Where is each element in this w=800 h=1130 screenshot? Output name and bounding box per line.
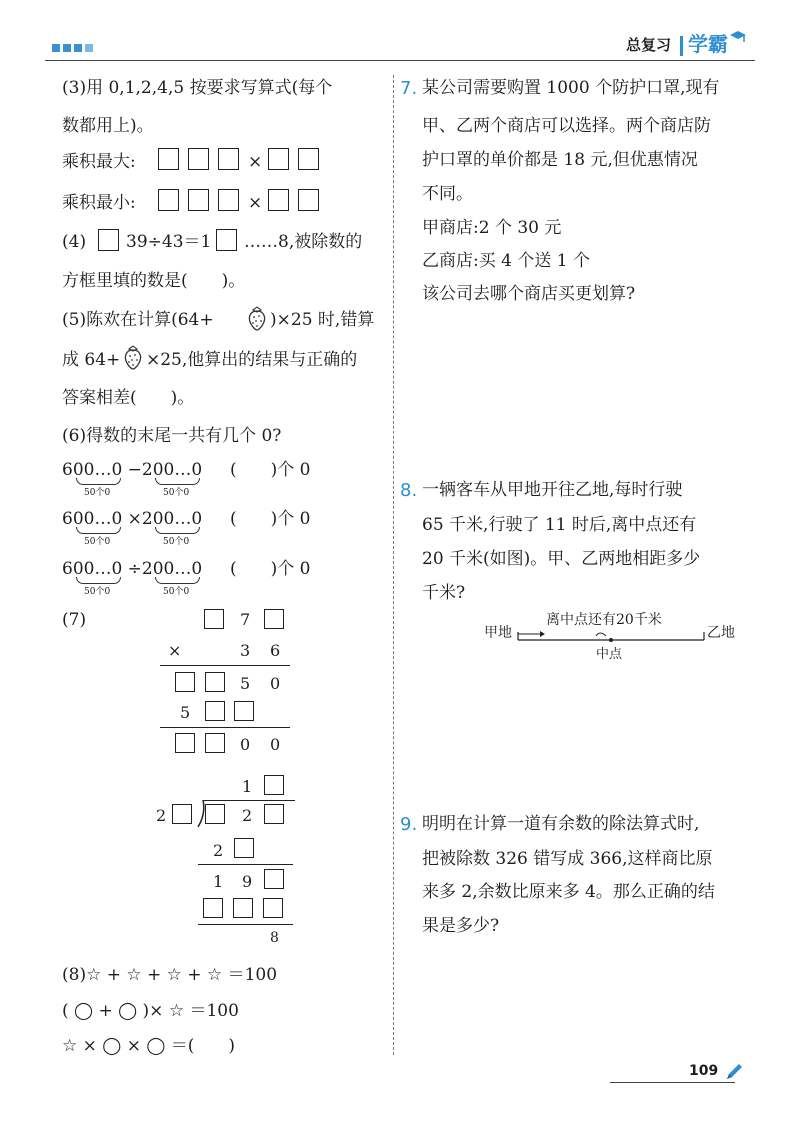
header-square-icon <box>85 44 93 52</box>
answer-box[interactable] <box>218 189 239 211</box>
underbrace <box>76 527 121 534</box>
division-bar <box>203 800 295 801</box>
brace-label: 50个0 <box>84 587 111 597</box>
q7-text-line: 该公司去哪个商店买更划算? <box>422 284 636 304</box>
q8-line3[interactable]: ☆ × ◯ × ◯ ＝( ) <box>62 1036 236 1056</box>
q6-answer-blank[interactable]: ( )个 0 <box>230 559 311 579</box>
q9-text-line: 果是多少? <box>422 916 500 936</box>
diagram-mid-label: 中点 <box>596 647 623 662</box>
q8-text-line: 千米? <box>422 583 466 603</box>
q6-expression: 600…0 ×200…0 <box>62 509 203 529</box>
q7-text-line: 甲商店:2 个 30 元 <box>422 218 562 238</box>
header-rule <box>45 60 755 61</box>
digit: 2 <box>156 806 167 825</box>
q8-line1: (8)☆ + ☆ + ☆ + ☆ ＝100 <box>62 965 278 985</box>
brace-label: 50个0 <box>163 537 190 547</box>
q5-line1b: )×25 时,错算 <box>270 310 375 330</box>
answer-box[interactable] <box>216 229 237 251</box>
answer-box[interactable] <box>203 898 223 918</box>
digit: 2 <box>242 806 253 825</box>
pencil-icon <box>724 1062 744 1082</box>
diagram-lines <box>516 624 706 646</box>
rule-line <box>160 665 290 666</box>
answer-box[interactable] <box>205 733 225 753</box>
digit: 1 <box>213 872 224 891</box>
answer-box[interactable] <box>234 838 254 858</box>
answer-box[interactable] <box>298 189 319 211</box>
answer-box[interactable] <box>268 148 289 170</box>
answer-box[interactable] <box>233 898 253 918</box>
underbrace <box>76 577 121 584</box>
answer-box[interactable] <box>264 869 284 889</box>
q6-answer-blank[interactable]: ( )个 0 <box>230 460 311 480</box>
digit: 5 <box>180 703 191 722</box>
q8-text-line: 一辆客车从甲地开往乙地,每时行驶 <box>422 480 683 500</box>
times-sign: × <box>248 193 263 213</box>
brace-label: 50个0 <box>84 537 111 547</box>
answer-box[interactable] <box>264 804 284 824</box>
answer-box[interactable] <box>158 189 179 211</box>
max-label: 乘积最大: <box>62 152 136 172</box>
digit: 3 <box>240 641 251 660</box>
header-divider <box>680 36 683 56</box>
diagram-right-label: 乙地 <box>707 625 735 641</box>
answer-box[interactable] <box>264 609 284 629</box>
q3-line2: 数都用上)。 <box>62 116 154 136</box>
multiply-sign: × <box>168 641 182 660</box>
answer-box[interactable] <box>188 148 209 170</box>
underbrace <box>155 577 200 584</box>
q5-line3: 答案相差( )。 <box>62 388 195 408</box>
answer-box[interactable] <box>175 733 195 753</box>
answer-box[interactable] <box>218 148 239 170</box>
q4-prefix: (4) <box>62 232 87 252</box>
answer-box[interactable] <box>264 775 284 795</box>
q4-suffix: ……8,被除数的 <box>244 232 363 252</box>
brace-label: 50个0 <box>163 488 190 498</box>
strawberry-icon <box>246 305 268 331</box>
q7-text-line: 甲、乙两个商店可以选择。两个商店防 <box>422 116 711 136</box>
brace-label: 50个0 <box>84 488 111 498</box>
q8-line2: ( ◯ + ◯ )× ☆ ＝100 <box>62 1001 239 1021</box>
q9-text-line: 明明在计算一道有余数的除法算式时, <box>422 814 700 834</box>
digit: 9 <box>242 872 253 891</box>
rule-line <box>198 924 293 925</box>
q6-answer-blank[interactable]: ( )个 0 <box>230 509 311 529</box>
q6-title: (6)得数的末尾一共有几个 0? <box>62 426 282 446</box>
answer-box[interactable] <box>204 609 224 629</box>
question-number: 8. <box>400 480 418 501</box>
answer-box[interactable] <box>205 701 225 721</box>
graduation-cap-icon <box>730 30 746 44</box>
answer-box[interactable] <box>298 148 319 170</box>
rule-line <box>160 727 290 728</box>
digit: 5 <box>240 674 251 693</box>
answer-box[interactable] <box>234 701 254 721</box>
underbrace <box>155 527 200 534</box>
q8-text-line: 20 千米(如图)。甲、乙两地相距多少 <box>422 549 701 569</box>
answer-box[interactable] <box>268 189 289 211</box>
strawberry-icon <box>122 344 144 370</box>
q9-text-line: 把被除数 326 错写成 366,这样商比原 <box>422 849 713 869</box>
q7-label: (7) <box>62 610 87 630</box>
answer-box[interactable] <box>158 148 179 170</box>
answer-box[interactable] <box>205 672 225 692</box>
underbrace <box>76 478 121 485</box>
q7-text-line: 不同。 <box>422 184 473 204</box>
digit: 0 <box>270 735 281 754</box>
header-square-icon <box>63 44 71 52</box>
q8-text-line: 65 千米,行驶了 11 时后,离中点还有 <box>422 515 697 535</box>
answer-box[interactable] <box>172 804 192 824</box>
q4-equation: 39÷43＝1 <box>126 232 212 252</box>
digit: 6 <box>270 641 281 660</box>
answer-box[interactable] <box>98 229 119 251</box>
diagram-top-label: 离中点还有20千米 <box>546 612 662 628</box>
q6-expression: 600…0 −200…0 <box>62 460 203 480</box>
q7-text-line: 某公司需要购置 1000 个防护口罩,现有 <box>422 78 720 98</box>
q9-text-line: 来多 2,余数比原来多 4。那么正确的结 <box>422 882 715 902</box>
digit: 0 <box>240 735 251 754</box>
question-number: 9. <box>400 814 418 835</box>
answer-box[interactable] <box>175 672 195 692</box>
times-sign: × <box>248 152 263 172</box>
diagram-left-label: 甲地 <box>484 625 512 641</box>
question-number: 7. <box>400 78 418 99</box>
page-number: 109 <box>689 1063 719 1079</box>
answer-box[interactable] <box>188 189 209 211</box>
header-section: 总复习 <box>626 36 672 54</box>
q5-line2a: 成 64+ <box>62 350 121 370</box>
q6-expression: 600…0 ÷200…0 <box>62 559 203 579</box>
digit: 1 <box>242 777 253 796</box>
digit: 0 <box>270 674 281 693</box>
answer-box[interactable] <box>205 804 225 824</box>
q5-line2b: ×25,他算出的结果与正确的 <box>146 350 358 370</box>
q7-text-line: 乙商店:买 4 个送 1 个 <box>422 251 590 271</box>
remainder: 8 <box>270 930 279 946</box>
underbrace <box>155 478 200 485</box>
header-square-icon <box>74 44 82 52</box>
q7-text-line: 护口罩的单价都是 18 元,但优惠情况 <box>422 150 698 170</box>
brand-logo: 学霸 <box>688 32 728 56</box>
min-label: 乘积最小: <box>62 193 136 213</box>
brace-label: 50个0 <box>163 587 190 597</box>
column-divider <box>393 75 394 1055</box>
answer-box[interactable] <box>263 898 283 918</box>
header-square-icon <box>52 44 60 52</box>
footer-rule <box>610 1082 735 1083</box>
digit: 2 <box>213 841 224 860</box>
digit: 7 <box>240 610 251 629</box>
q5-line1a: (5)陈欢在计算(64+ <box>62 310 214 330</box>
q3-line1: (3)用 0,1,2,4,5 按要求写算式(每个 <box>62 78 333 98</box>
q4-line2: 方框里填的数是( )。 <box>62 271 246 291</box>
rule-line <box>198 864 293 865</box>
